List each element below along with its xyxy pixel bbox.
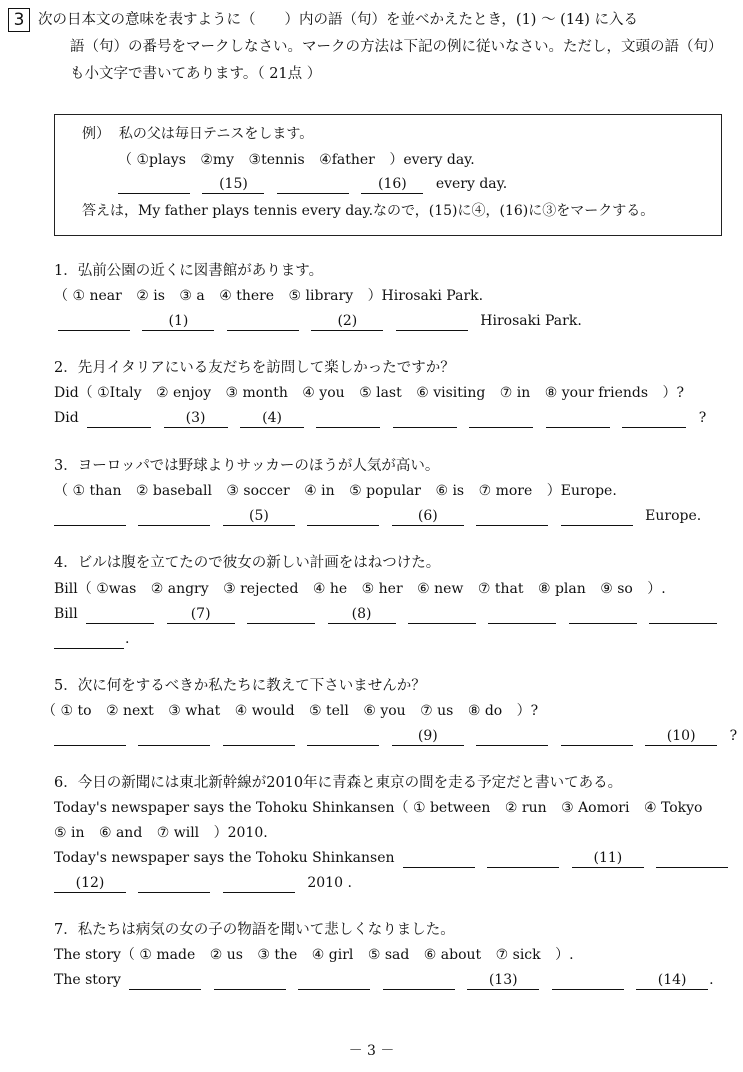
q3-blank[interactable] [138,507,210,526]
q1-blank[interactable] [227,312,299,331]
q2-blank[interactable]: (4) [240,409,304,428]
q1-answer-suffix: Hirosaki Park. [480,313,582,329]
example-option: ①plays [136,152,186,168]
section-number: 3 [8,8,30,32]
q6-option: ② run [504,800,547,816]
q1-title: 1．弘前公園の近くに図書館があります。 [54,263,324,279]
q5-option: ② next [105,703,154,719]
example-option: ③tennis [248,152,305,168]
q6-blank[interactable] [403,849,475,868]
example-answer-row [118,174,507,194]
q6-options-row-2 [54,823,268,843]
q2-close: ）? [662,385,685,401]
q2-option: ④ you [302,385,345,401]
q2-blank[interactable] [469,409,533,428]
q7-blank[interactable]: (14) [636,971,708,990]
q1-blank[interactable] [58,312,130,331]
q7-title: 7．私たちは病気の女の子の物語を聞いて悲しくなりました。 [54,922,455,938]
instructions-line-2: 語（句）の番号をマークしなさい。マークの方法は下記の例に従いなさい。ただし，文頭の語（句） [70,39,723,55]
q2-open: Did（ [54,385,93,401]
q4-blank[interactable] [488,605,556,624]
example-blank-15[interactable]: (15) [202,175,264,194]
q5-blank[interactable]: (9) [392,727,464,746]
q6-blank[interactable]: (11) [572,849,644,868]
q7-option: ④ girl [311,947,354,963]
q4-blank[interactable]: (8) [328,605,396,624]
q7-answer-row [54,970,714,990]
q3-blank[interactable]: (6) [392,507,464,526]
q4-option: ⑤ her [361,581,403,597]
q4-answer-row [54,604,725,624]
q1-blank[interactable]: (2) [311,312,383,331]
q6-blank[interactable]: (12) [54,874,126,893]
example-blank[interactable] [277,175,349,194]
q1-option: ③ a [179,288,205,304]
example-option: ②my [200,152,235,168]
q5-answer-row [54,726,737,746]
q2-answer-row [54,408,706,428]
q5-blank[interactable] [307,727,379,746]
q4-option: ③ rejected [223,581,299,597]
q7-open: The story（ [54,947,135,963]
q4-option: ② angry [150,581,209,597]
q6-blank[interactable] [487,849,559,868]
q4-blank[interactable] [649,605,717,624]
q6-answer-prefix: Today's newspaper says the Tohoku Shinkansen [54,850,395,866]
q6-blank[interactable] [656,849,728,868]
q3-answer-suffix: Europe. [645,508,702,524]
q4-blank[interactable] [54,630,124,649]
q4-close: ）. [647,581,666,597]
example-open: （ [118,152,132,168]
q7-blank[interactable] [129,971,201,990]
q7-answer-prefix: The story [54,972,121,988]
q2-title: 2．先月イタリアにいる友だちを訪問して楽しかったですか？ [54,360,455,376]
q5-close: ）? [516,703,539,719]
q6-option: ① between [412,800,491,816]
q7-option: ③ the [257,947,298,963]
q4-option: ⑥ new [417,581,464,597]
q7-blank[interactable] [214,971,286,990]
q3-option: ⑦ more [478,483,533,499]
q6-option: ⑥ and [98,825,143,841]
q5-blank[interactable] [561,727,633,746]
example-blank[interactable] [118,175,190,194]
q5-blank[interactable] [223,727,295,746]
example-answer-explanation: 答えは，My father plays tennis every day.なので，(15)に④，(16)に③をマークする。 [82,203,655,219]
q2-option: ② enjoy [156,385,212,401]
example-label: 例） [82,126,110,142]
q7-option: ⑦ sick [495,947,541,963]
q4-open: Bill（ [54,581,92,597]
q4-answer-suffix: . [125,631,130,647]
q1-close: ）Hirosaki Park. [367,288,484,304]
q7-blank[interactable] [552,971,624,990]
q4-option: ⑧ plan [537,581,586,597]
q7-option: ② us [209,947,243,963]
q3-option: ③ soccer [226,483,290,499]
q7-option: ⑥ about [423,947,482,963]
q3-options-row [54,481,617,501]
q6-option: ④ Tokyo [643,800,703,816]
q1-option: ⑤ library [288,288,354,304]
q2-blank[interactable] [546,409,610,428]
q3-blank[interactable] [307,507,379,526]
q5-options-row [42,701,538,721]
q5-option: ⑧ do [467,703,503,719]
q2-blank[interactable] [622,409,686,428]
q3-option: ② baseball [135,483,212,499]
q3-blank[interactable] [54,507,126,526]
q2-option: ⑥ visiting [416,385,486,401]
q7-answer-suffix: . [709,972,714,988]
q1-blank[interactable] [396,312,468,331]
example-close: ）every day. [389,152,475,168]
q1-answer-row [58,311,582,331]
example-suffix: every day. [435,176,508,192]
q3-title: 3．ヨーロッパでは野球よりサッカーのほうが人気が高い。 [54,458,440,474]
example-japanese: 私の父は毎日テニスをします。 [118,126,314,142]
q2-option: ⑦ in [499,385,531,401]
q3-blank[interactable]: (5) [223,507,295,526]
q5-blank[interactable] [476,727,548,746]
q3-close: ）Europe. [546,483,617,499]
q2-blank[interactable] [393,409,457,428]
q1-option: ② is [136,288,165,304]
q4-option: ⑨ so [600,581,633,597]
q5-option: ⑦ us [420,703,454,719]
q6-answer-suffix: 2010 . [307,875,352,891]
q6-option: ⑤ in [54,825,85,841]
q4-answer-prefix: Bill [54,606,78,622]
example-options-row [118,150,475,170]
q7-options-row [54,945,574,965]
q1-option: ① near [72,288,122,304]
q6-answer-row [54,848,736,868]
q1-options-row [54,286,483,306]
q7-blank[interactable]: (13) [467,971,539,990]
q6-option: ③ Aomori [561,800,630,816]
instructions-line-3: も小文字で書いてあります。（ 21点 ） [70,66,322,82]
q5-blank[interactable]: (10) [645,727,717,746]
q5-option: ④ would [234,703,295,719]
instructions-line-1: 次の日本文の意味を表すように（ ）内の語（句）を並べかえたとき，(1) ～ (14) に入る [38,12,639,28]
example-blank-16[interactable]: (16) [361,175,423,194]
q5-option: ③ what [168,703,221,719]
q1-blank[interactable]: (1) [142,312,214,331]
q4-options-row [54,579,666,599]
q3-blank[interactable] [561,507,633,526]
q2-option: ①Italy [97,385,142,401]
q4-blank[interactable] [247,605,315,624]
q4-blank[interactable]: (7) [167,605,235,624]
example-option: ④father [319,152,375,168]
q4-blank[interactable] [408,605,476,624]
q5-option: ⑤ tell [309,703,349,719]
q3-open: （ [54,483,68,499]
q6-open: Today's newspaper says the Tohoku Shinkansen（ [54,800,409,816]
q5-blank[interactable] [138,727,210,746]
q6-option: ⑦ will [156,825,200,841]
q4-option: ⑦ that [477,581,524,597]
q2-blank[interactable] [316,409,380,428]
q7-option: ⑤ sad [367,947,410,963]
q4-answer-row-2 [54,629,129,649]
q5-title: 5．次に何をするべきか私たちに教えて下さいませんか？ [54,678,426,694]
q1-option: ④ there [219,288,275,304]
q2-answer-prefix: Did [54,410,79,426]
q3-option: ⑥ is [435,483,465,499]
q5-option: ⑥ you [363,703,406,719]
q5-blank[interactable] [54,727,126,746]
q3-blank[interactable] [476,507,548,526]
q7-option: ① made [139,947,196,963]
q6-blank[interactable] [223,874,295,893]
q1-open: （ [54,288,68,304]
q2-answer-suffix: ? [698,410,707,426]
q2-option: ③ month [225,385,288,401]
q7-blank[interactable] [383,971,455,990]
q4-title: 4．ビルは腹を立てたので彼女の新しい計画をはねつけた。 [54,555,441,571]
q4-blank[interactable] [569,605,637,624]
q2-options-row [54,383,684,403]
q6-blank[interactable] [138,874,210,893]
q6-close: ）2010. [213,825,268,841]
q6-title: 6．今日の新聞には東北新幹線が2010年に青森と東京の間を走る予定だと書いてある。 [54,775,623,791]
q5-option: ① to [60,703,92,719]
q5-open: （ [42,703,56,719]
q2-blank[interactable]: (3) [164,409,228,428]
q2-option: ⑧ your friends [544,385,649,401]
example-heading [82,124,313,144]
q4-option: ④ he [312,581,348,597]
page-number: － 3 － [348,1043,395,1059]
q5-answer-suffix: ? [729,728,738,744]
q6-answer-row-2 [54,873,352,893]
q2-option: ⑤ last [359,385,402,401]
q3-answer-row [54,506,701,526]
q3-option: ④ in [304,483,335,499]
q4-option: ①was [96,581,137,597]
q4-blank[interactable] [86,605,154,624]
q3-option: ⑤ popular [349,483,421,499]
q3-option: ① than [72,483,122,499]
q6-options-row [54,798,712,818]
q7-blank[interactable] [298,971,370,990]
q2-blank[interactable] [87,409,151,428]
q7-close: ）. [555,947,574,963]
